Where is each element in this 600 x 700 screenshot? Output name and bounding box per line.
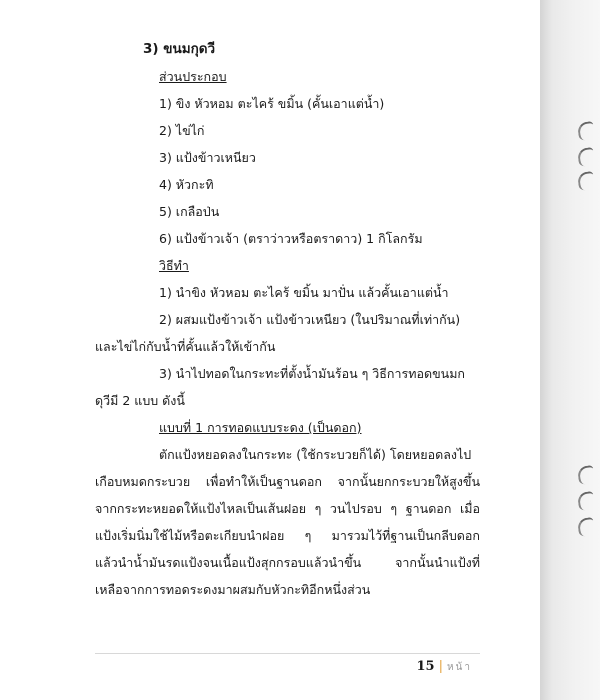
paragraph-line: จากกระทะหยอดให้แป้งไหลเป็นเส้นฝอย ๆ วนไปรอบ ๆ ฐานดอก เมื่อ <box>95 501 480 516</box>
method-step-2: 2) ผสมแป้งข้าวเจ้า แป้งข้าวเหนียว (ในปริมาณที่เท่ากัน) <box>159 312 461 327</box>
page-label: หน้า <box>446 662 472 673</box>
binder-ring-icon <box>577 465 595 485</box>
binder-ring-icon <box>577 121 595 141</box>
ingredient-item: 1) ขิง หัวหอม ตะไคร้ ขมิ้น (คั้นเอาแต่น้ำ) <box>159 96 385 111</box>
method-step-3-continued: ดุวีมี 2 แบบ ดังนี้ <box>95 393 185 408</box>
method-step-1: 1) นำขิง หัวหอม ตะไคร้ ขมิ้น มาปั่น แล้วคั้นเอาแต่น้ำ <box>159 285 449 300</box>
footer-divider <box>95 653 480 654</box>
binder-ring-icon <box>577 491 595 511</box>
ingredient-item: 2) ไข่ไก่ <box>159 123 205 138</box>
binder-ring-icon <box>577 171 595 191</box>
paragraph-line: เกือบหมดกระบวย เพื่อทำให้เป็นฐานดอก จากนั้นยกกระบวยให้สูงขึ้น <box>95 474 480 489</box>
ingredient-item: 5) เกลือป่น <box>159 204 220 219</box>
binder-ring-icon <box>577 147 595 167</box>
section-heading: 3) ขนมกุดวี <box>143 41 216 57</box>
method-step-2-continued: และไข่ไก่กับน้ำที่คั้นแล้วให้เข้ากัน <box>95 339 276 354</box>
page-number: 15 <box>416 659 435 674</box>
paragraph-line: ตักแป้งหยอดลงในกระทะ (ใช้กระบวยก็ได้) โดยหยอดลงไป <box>159 447 472 462</box>
page-separator: | <box>438 659 443 674</box>
paragraph-line: เหลือจากการทอดระดงมาผสมกับหัวกะทิอีกหนึ่งส่วน <box>95 582 371 597</box>
ingredient-item: 3) แป้งข้าวเหนียว <box>159 150 256 165</box>
ingredients-heading: ส่วนประกอบ <box>159 69 227 84</box>
page-content <box>95 36 480 603</box>
page-footer <box>416 656 472 679</box>
ingredient-item: 6) แป้งข้าวเจ้า (ตราว่าวหรือตราดาว) 1 กิโลกรัม <box>159 231 423 246</box>
paragraph-line: แป้งเริ่มนิ่มใช้ไม้หรือตะเกียบนำฝอย ๆ มารวมไว้ที่ฐานเป็นกลีบดอก <box>95 528 480 543</box>
method-heading: วิธีทำ <box>159 258 189 273</box>
ingredient-item: 4) หัวกะทิ <box>159 177 214 192</box>
paragraph-line: แล้วนำน้ำมันรดแป้งจนเนื้อแป้งสุกกรอบแล้วนำขึ้น จากนั้นนำแป้งที่ <box>95 555 480 570</box>
binder-ring-icon <box>577 517 595 537</box>
frying-method-1-heading: แบบที่ 1 การทอดแบบระดง (เป็นดอก) <box>159 420 362 435</box>
method-step-3: 3) นำไปทอดในกระทะที่ตั้งน้ำมันร้อน ๆ วิธีการทอดขนมก <box>159 366 465 381</box>
binding-edge <box>540 0 600 700</box>
